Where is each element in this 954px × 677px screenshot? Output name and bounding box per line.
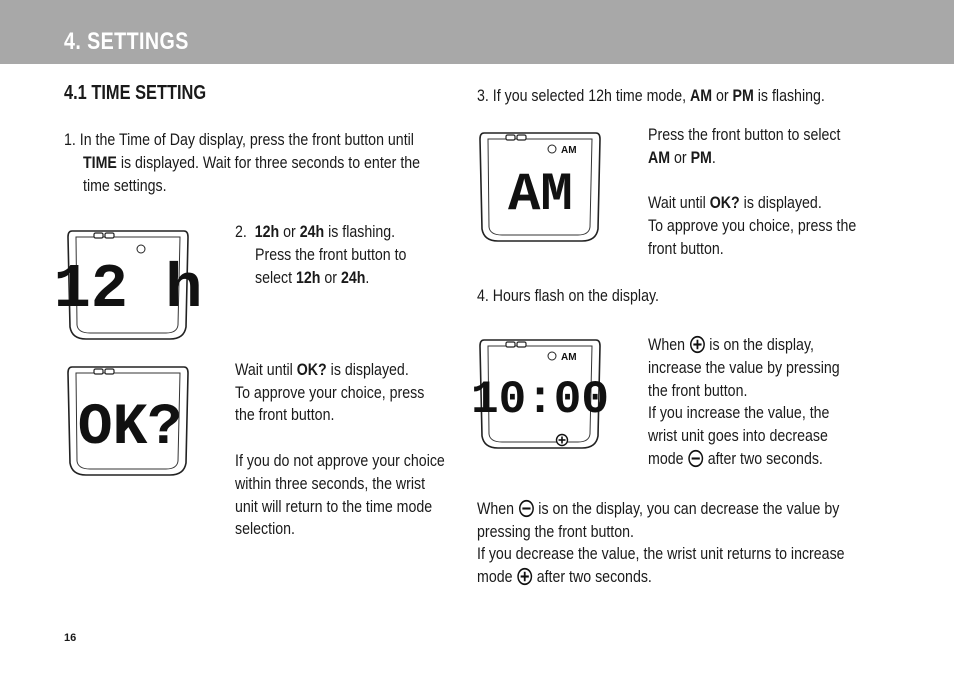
page-title: 4. SETTINGS xyxy=(64,28,189,55)
watch-display-am xyxy=(478,129,602,244)
plus-circle-icon xyxy=(516,567,532,586)
watch-display-12h xyxy=(53,227,203,342)
step4-line: 4. Hours flash on the display. xyxy=(477,287,659,305)
minus-circle-icon xyxy=(518,499,534,518)
display-indicator-am: AM xyxy=(561,352,577,363)
page-number: 16 xyxy=(64,632,77,644)
minus-line3: If you decrease the value, the wrist unit returns to increase xyxy=(477,545,845,563)
ok-notapprove-1: If you do not approve your choice xyxy=(235,452,445,470)
am-wait-line: Wait until OK? is displayed. xyxy=(648,194,822,212)
minus-line2: pressing the front button. xyxy=(477,523,634,541)
ok-approve-1: To approve your choice, press xyxy=(235,384,425,402)
plus-line6: mode after two seconds. xyxy=(648,450,823,468)
plus-line3: the front button. xyxy=(648,382,748,400)
display-text-am: AM xyxy=(508,165,573,226)
ok-wait-line: Wait until OK? is displayed. xyxy=(235,361,409,379)
plus-circle-icon xyxy=(689,335,705,354)
minus-circle-icon xyxy=(687,449,703,468)
display-text-1000: 10:00 xyxy=(470,374,610,426)
minus-line4: mode after two seconds. xyxy=(477,568,652,586)
ok-notapprove-4: selection. xyxy=(235,520,295,538)
plus-line1: When is on the display, xyxy=(648,336,814,354)
step2-line3: select 12h or 24h. xyxy=(255,269,370,287)
step3-line: 3. If you selected 12h time mode, AM or PM is flashing. xyxy=(477,87,825,105)
step2-line1: 2. 12h or 24h is flashing. xyxy=(235,223,396,241)
step1-line1: 1. In the Time of Day display, press the front button until xyxy=(64,131,414,149)
am-approve-2: front button. xyxy=(648,240,724,258)
am-press-2: AM or PM. xyxy=(648,149,716,167)
am-approve-1: To approve you choice, press the xyxy=(648,217,857,235)
minus-line1: When is on the display, you can decrease the value by xyxy=(477,500,840,518)
watch-display-1000 xyxy=(470,336,610,451)
plus-line5: wrist unit goes into decrease xyxy=(648,427,828,445)
section-title: 4.1 TIME SETTING xyxy=(64,82,207,104)
step2-line2: Press the front button to xyxy=(255,246,407,264)
ok-approve-2: the front button. xyxy=(235,406,335,424)
plus-line4: If you increase the value, the xyxy=(648,404,830,422)
plus-circle-icon xyxy=(557,435,568,446)
step1-line2: TIME is displayed. Wait for three seconds to enter the xyxy=(83,154,421,172)
watch-display-ok xyxy=(66,363,190,478)
display-text-ok: OK? xyxy=(77,396,183,461)
ok-notapprove-2: within three seconds, the wrist xyxy=(235,475,426,493)
display-indicator-am: AM xyxy=(561,145,577,156)
ok-notapprove-3: unit will return to the time mode xyxy=(235,498,433,516)
am-press-1: Press the front button to select xyxy=(648,126,841,144)
plus-line2: increase the value by pressing xyxy=(648,359,840,377)
step1-line3: time settings. xyxy=(83,177,167,195)
display-text-12h: 12 h xyxy=(53,254,203,325)
